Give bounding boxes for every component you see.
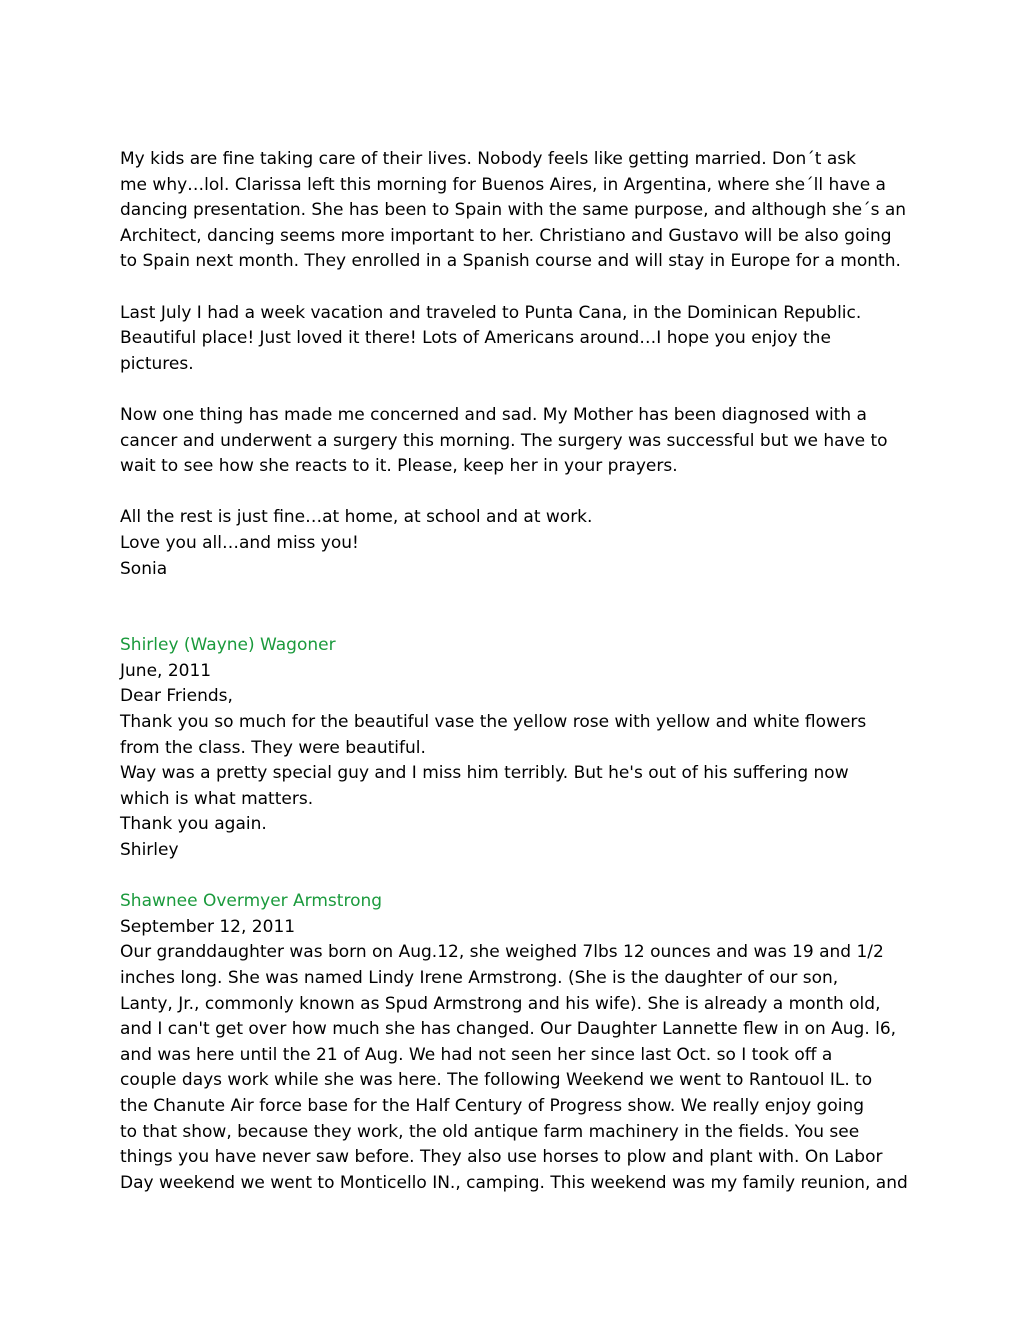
text-line: Last July I had a week vacation and traveled to Punta Cana, in the Dominican Republic. <box>120 302 862 323</box>
sonia-paragraph-4 <box>120 505 910 582</box>
text-line: me why…lol. Clarissa left this morning for Buenos Aires, in Argentina, where she´ll have a <box>120 174 886 195</box>
text-line: Beautiful place! Just loved it there! Lots of Americans around…I hope you enjoy the <box>120 328 831 349</box>
paragraph-gap <box>120 275 910 301</box>
text-line: things you have never saw before. They also use horses to plow and plant with. On Labor <box>120 1147 883 1168</box>
page-content <box>120 147 910 1196</box>
text-line: inches long. She was named Lindy Irene Armstrong. (She is the daughter of our son, <box>120 968 839 988</box>
text-line: My kids are fine taking care of their lives. Nobody feels like getting married. Don´t ask <box>120 149 856 169</box>
text-line: Thank you so much for the beautiful vase the yellow rose with yellow and white flowers <box>120 712 867 733</box>
text-line: to that show, because they work, the old antique farm machinery in the fields. You see <box>120 1121 860 1142</box>
text-line: Way was a pretty special guy and I miss him terribly. But he's out of his suffering now <box>120 763 849 784</box>
section-gap <box>120 582 910 633</box>
text-line: Architect, dancing seems more important to her. Christiano and Gustavo will be also going <box>120 225 892 246</box>
text-line: from the class. They were beautiful. <box>120 737 426 758</box>
letter-heading: Shirley (Wayne) Wagoner <box>120 635 336 656</box>
text-line: pictures. <box>120 353 194 374</box>
text-line: and was here until the 21 of Aug. We had not seen her since last Oct. so I took off a <box>120 1044 833 1065</box>
paragraph-gap <box>120 377 910 403</box>
sonia-paragraph-1 <box>120 147 910 275</box>
text-line: Now one thing has made me concerned and sad. My Mother has been diagnosed with a <box>120 404 867 425</box>
text-line: dancing presentation. She has been to Spain with the same purpose, and although she´s an <box>120 200 907 221</box>
letter-heading: Shawnee Overmyer Armstrong <box>120 891 383 912</box>
signature-line: Sonia <box>120 558 168 579</box>
text-line: which is what matters. <box>120 788 314 809</box>
text-line: the Chanute Air force base for the Half Century of Progress show. We really enjoy going <box>120 1095 865 1116</box>
shirley-letter <box>120 633 910 863</box>
section-gap <box>120 864 910 890</box>
letter-date: September 12, 2011 <box>120 916 296 937</box>
text-line: All the rest is just fine…at home, at school and at work. <box>120 507 593 528</box>
text-line: Day weekend we went to Monticello IN., camping. This weekend was my family reunion, and <box>120 1172 908 1193</box>
sonia-paragraph-3 <box>120 403 910 480</box>
text-line: couple days work while she was here. The following Weekend we went to Rantouol IL. to <box>120 1070 873 1091</box>
text-line: cancer and underwent a surgery this morning. The surgery was successful but we have to <box>120 430 888 451</box>
text-line: Thank you again. <box>120 814 267 835</box>
text-line: Our granddaughter was born on Aug.12, she weighed 7lbs 12 ounces and was 19 and 1/2 <box>120 942 884 963</box>
signature-line: Shirley <box>120 840 179 861</box>
text-line: Dear Friends, <box>120 686 233 707</box>
sonia-paragraph-2 <box>120 301 910 378</box>
text-line: Lanty, Jr., commonly known as Spud Armstrong and his wife). She is already a month old, <box>120 993 881 1014</box>
paragraph-gap <box>120 480 910 506</box>
text-line: and I can't get over how much she has changed. Our Daughter Lannette flew in on Aug. l6, <box>120 1019 897 1040</box>
text-line: to Spain next month. They enrolled in a Spanish course and will stay in Europe for a month. <box>120 251 901 272</box>
letter-date: June, 2011 <box>120 660 212 681</box>
shawnee-letter <box>120 889 910 1196</box>
text-line: Love you all…and miss you! <box>120 532 359 553</box>
text-line: wait to see how she reacts to it. Please, keep her in your prayers. <box>120 456 678 477</box>
